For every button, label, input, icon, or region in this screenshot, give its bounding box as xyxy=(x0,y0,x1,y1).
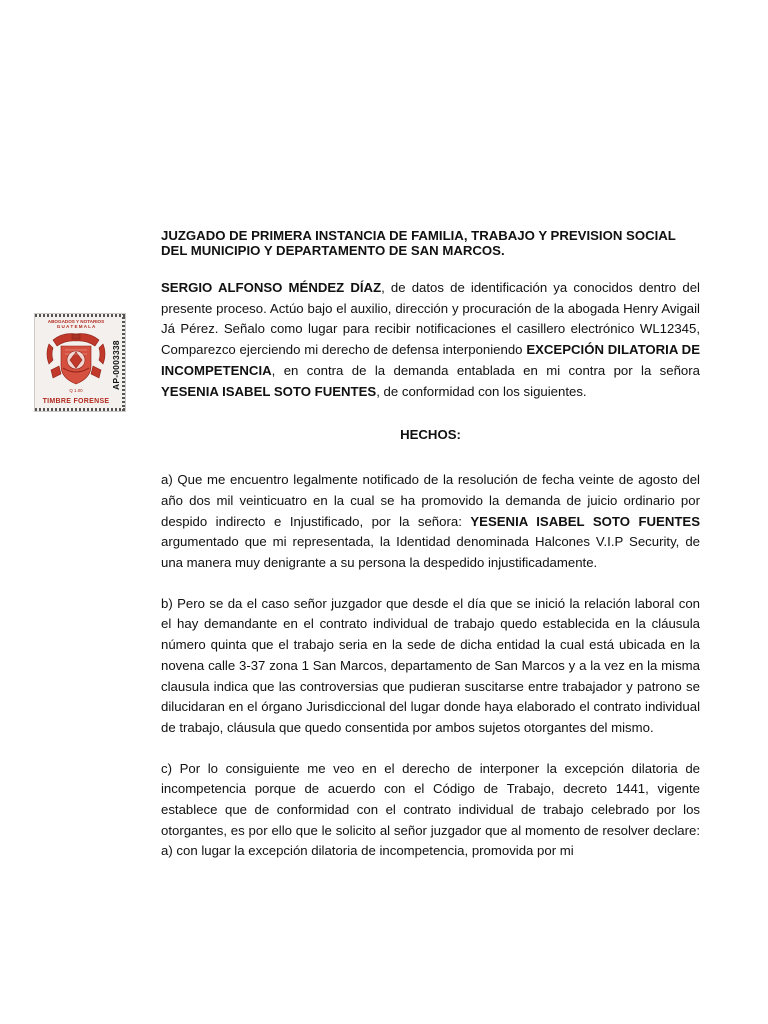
fact-b-paragraph: b) Pero se da el caso señor juzgador que desde el día que se inició la relación laboral con el hay demandante en el contrato individual de trabajo quedo establecida en la cláusula número quinta que el trabajo seria en la sede de dicha entidad la cual está ubicada en la novena calle 3-37 zona 1 San Marcos, departamento de San Marcos y a la vez en la misma clausula indica que las controversias que pudieran suscitarse entre trabajador y patrono se dilucidaran en el órgano Jurisdiccional del lugar donde haya elaborado el contrato individual de trabajo, cláusula que quedo consentida por ambos sujetos otorgantes del mismo. xyxy=(161,595,700,735)
stamp-serial-number: AP-0003338 xyxy=(111,340,121,390)
fact-a-paragraph xyxy=(161,470,700,574)
document-body xyxy=(161,228,700,862)
fact-a-text-1: a) Que me encuentro legalmente notificado de la resolución de fecha veinte de agosto del año dos mil veinticuatro en la cual se ha promovido la demanda de juicio ordinario por despido indirecto e Injustificado, por la señora: xyxy=(161,472,700,529)
intro-text-1: , de datos de identificación ya conocidos dentro del presente proceso. Actúo bajo el auxilio, dirección y procuración de la abogada Henry Avigail Já Pérez. Señalo como lugar para recibir notificaciones el casillero electrónico WL12345, Comparezco ejerciendo mi derecho de defensa interponiendo xyxy=(161,280,700,358)
stamp-header-line2: G U A T E M A L A xyxy=(56,324,96,329)
fact-a-plaintiff-name: YESENIA ISABEL SOTO FUENTES xyxy=(470,513,700,529)
stamp-header xyxy=(39,319,113,329)
plaintiff-name: YESENIA ISABEL SOTO FUENTES xyxy=(161,383,377,399)
exception-title: EXCEPCIÓN DILATORIA DE INCOMPETENCIA xyxy=(161,342,700,378)
section-title-hechos: HECHOS: xyxy=(400,427,461,443)
intro-text-2: , en contra de la demanda entablada en mi contra por la señora xyxy=(271,362,700,378)
fact-a-text-2: argumentado que mi representada, la Identidad denominada Halcones V.I.P Security, de una manera muy denigrante a su persona la despedido injustificadamente. xyxy=(161,534,700,571)
court-heading: JUZGADO DE PRIMERA INSTANCIA DE FAMILIA, TRABAJO Y PREVISION SOCIAL DEL MUNICIPIO Y DEPARTAMENTO DE SAN MARCOS. xyxy=(161,228,676,258)
stamp-perforation-top xyxy=(35,314,125,317)
timbre-forense-stamp xyxy=(34,313,126,412)
stamp-header-line1: ABOGADOS Y NOTARIOS xyxy=(47,319,105,324)
intro-paragraph xyxy=(161,278,700,402)
stamp-perforation-bottom xyxy=(35,408,125,411)
fact-c-paragraph: c) Por lo consiguiente me veo en el derecho de interponer la excepción dilatoria de incompetencia porque de acuerdo con el Código de Trabajo, decreto 1441, vigente establece que de conformidad con el contrato individual de trabajo celebrado por los otorgantes, es por ello que le solicito al señor juzgador que al momento de resolver declare: a) con lugar la excepción dilatoria de incompetencia, promovida por mi xyxy=(161,760,700,859)
defendant-name: SERGIO ALFONSO MÉNDEZ DÍAZ xyxy=(161,280,382,295)
coat-of-arms-seal-icon xyxy=(43,330,109,388)
stamp-value: Q 1.00 xyxy=(69,388,83,393)
intro-text-3: , de conformidad con los siguientes. xyxy=(376,383,587,399)
stamp-footer: TIMBRE FORENSE xyxy=(42,398,110,405)
